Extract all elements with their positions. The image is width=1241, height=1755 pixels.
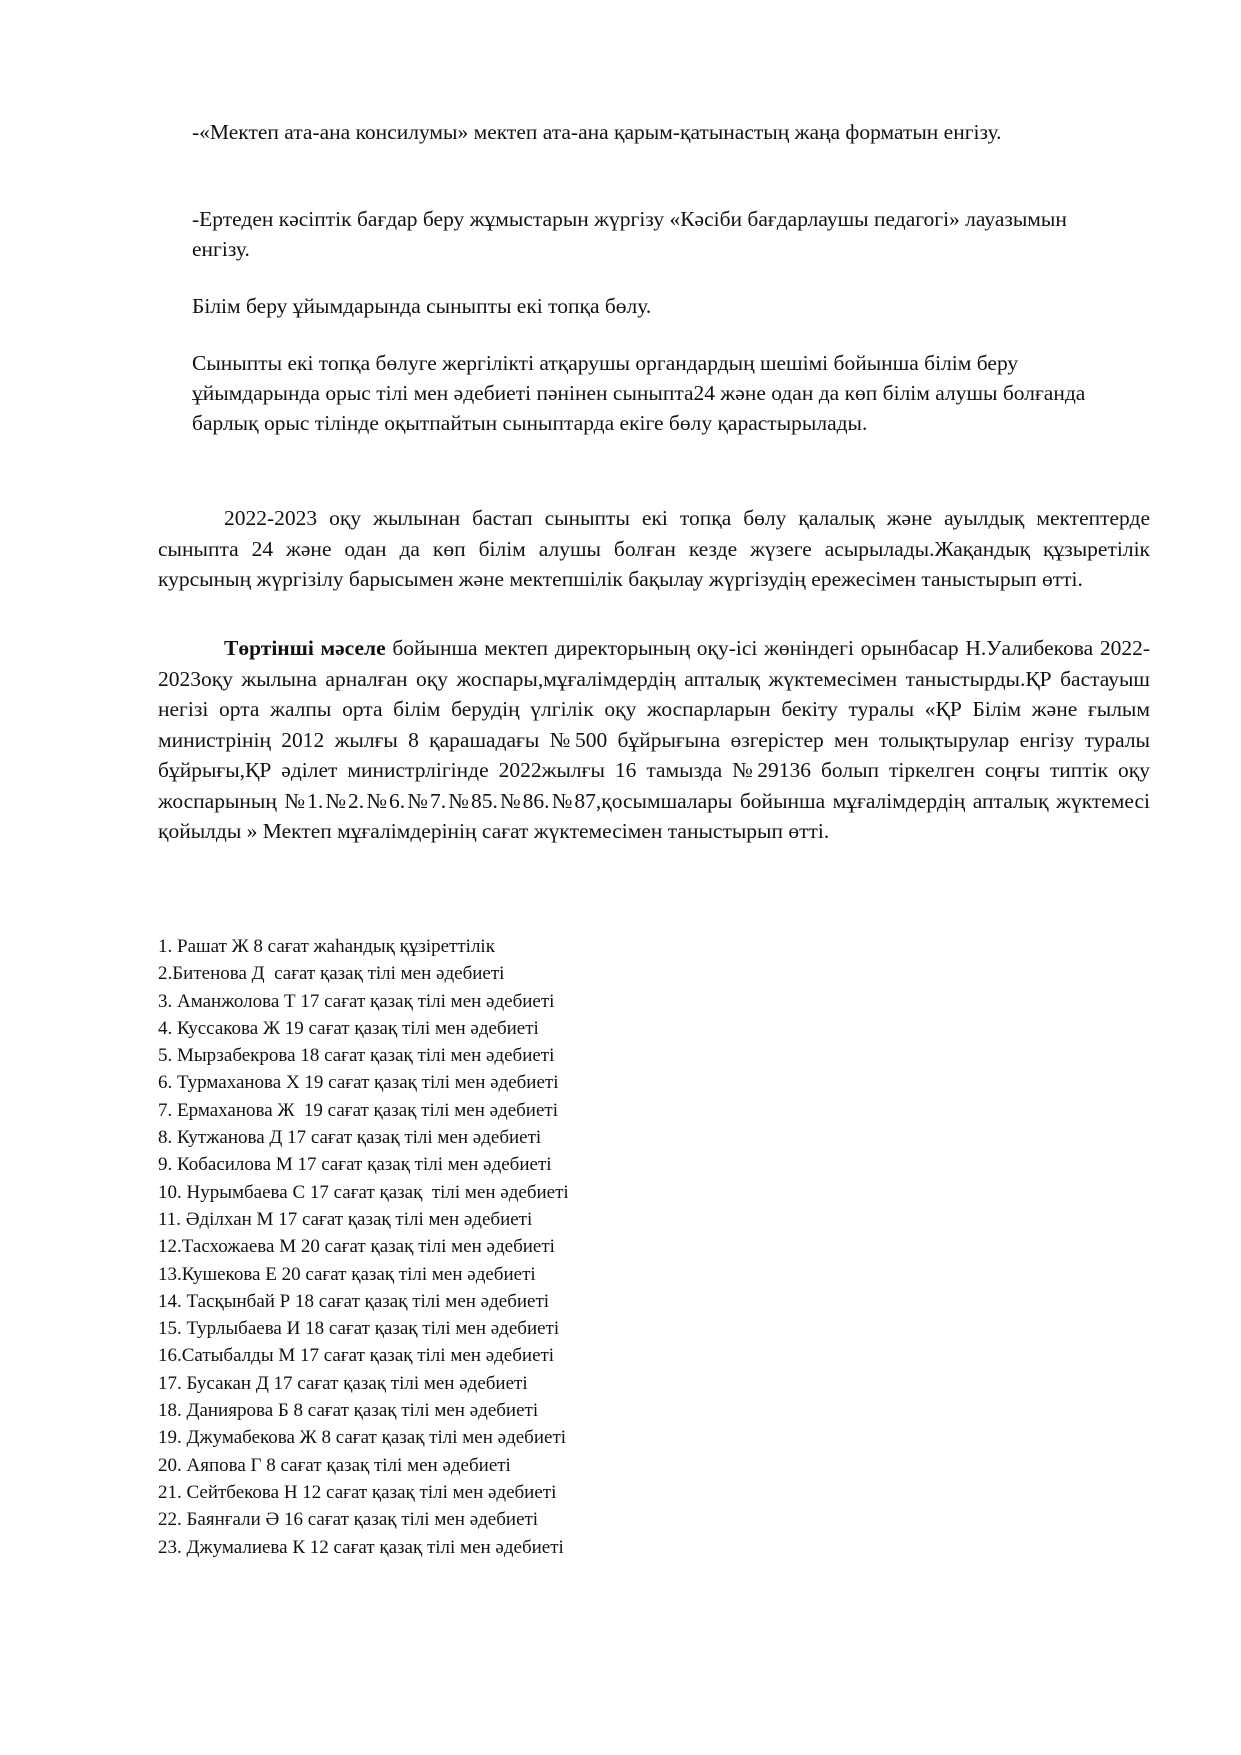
bullet-text: Бiлiм беру ұйымдарында сыныпты екi топқа бөлу.	[192, 294, 652, 318]
fourth-issue-body: бойынша мектеп директорының оқу-iсi жөнiндегi орынбасар Н.Уалибекова 2022-2023оқу жылына арналған оқу жоспары,мұғалiмдердiң апталық жүктемесiмен таныстырды.ҚР бастауыш негiзi орта жалпы орта бiлiм берудiң үлгiлiк оқу жоспарларын бекiту туралы «ҚР Бiлiм және ғылым министрiнiң 2012 жылғы 8 қарашадағы №500 бұйрығына өзгерiстер мен толықтырулар енгiзу туралы бұйрығы,ҚР әдiлет министрлiгiнде 2022жылғы 16 тамызда №29136 болып тiркелген соңғы типтiк оқу жоспарының №1.№2.№6.№7.№85.№86.№87,қосымшалары бойынша мұғалiмдердiң апталық жүктемесi қойылды » Мектеп мұғалiмдерiнiң сағат жүктемесiмен таныстырып өттi.	[158, 636, 1150, 843]
bullet-text: -Ертеден кәсiптiк бағдар беру жұмыстарын жүргiзу «Кәсiби бағдарлаушы педагогi» лауазымын енгiзу.	[192, 207, 1067, 261]
list-item: 16.Сатыбалды М 17 сағат қазақ тiлi мен әдебиетi	[158, 1345, 555, 1367]
list-item: 20. Аяпова Г 8 сағат қазақ тiлi мен әдебиетi	[158, 1454, 511, 1476]
bullet-class-split-details	[192, 348, 1122, 438]
teacher-workload-list	[158, 933, 569, 1561]
list-item: 5. Мырзабекрова 18 сағат қазақ тiлi мен әдебиетi	[158, 1045, 555, 1067]
list-item: 10. Нурымбаева С 17 сағат қазақ тiлi мен әдебиетi	[158, 1181, 569, 1203]
list-item: 21. Сейтбекова Н 12 сағат қазақ тiлi мен әдебиетi	[158, 1481, 557, 1503]
list-item: 14. Тасқынбай Р 18 сағат қазақ тiлi мен әдебиетi	[158, 1290, 550, 1312]
bullet-class-split-heading	[192, 291, 1122, 321]
list-item: 15. Турлыбаева И 18 сағат қазақ тiлi мен әдебиетi	[158, 1318, 560, 1340]
paragraph-fourth-issue	[158, 633, 1150, 847]
bullet-parents-council	[192, 117, 1122, 147]
list-item: 19. Джумабекова Ж 8 сағат қазақ тiлi мен әдебиетi	[158, 1427, 567, 1449]
list-item: 18. Даниярова Б 8 сағат қазақ тiлi мен әдебиетi	[158, 1400, 539, 1422]
list-item: 7. Ермаханова Ж 19 сағат қазақ тiлi мен әдебиетi	[158, 1099, 558, 1121]
list-item: 12.Тасхожаева М 20 сағат қазақ тiлi мен әдебиетi	[158, 1236, 555, 1258]
list-item: 17. Бусакан Д 17 сағат қазақ тiлi мен әдебиетi	[158, 1372, 528, 1394]
list-item: 23. Джумалиева К 12 сағат қазақ тiлi мен әдебиетi	[158, 1536, 564, 1558]
bullet-career-guidance	[192, 204, 1122, 264]
list-item: 1. Рашат Ж 8 сағат жаһандық құзiреттiлiк	[158, 936, 495, 957]
list-item: 3. Аманжолова Т 17 сағат қазақ тiлi мен әдебиетi	[158, 990, 555, 1012]
paragraph-text: 2022-2023 оқу жылынан бастап сыныпты екi топқа бөлу қалалық және ауылдық мектептерде сыныпта 24 және одан да көп бiлiм алушы болған кезде жүзеге асырылады.Жақандық құзыретiлiк курсының жүргiзiлу барысымен және мектепшiлiк бақылау жүргiзудiң ережесiмен таныстырып өттi.	[158, 506, 1150, 591]
list-item: 2.Битенова Д сағат қазақ тiлi мен әдебиетi	[158, 963, 505, 985]
paragraph-text	[158, 633, 1150, 847]
list-item: 9. Кобасилова М 17 сағат қазақ тiлi мен әдебиетi	[158, 1154, 552, 1176]
bullet-text: Сыныпты екi топқа бөлуге жергiлiктi атқарушы органдардың шешiмi бойынша бiлiм беру ұйымдарында орыс тiлi мен әдебиетi пәнiнен сыныпта24 және одан да көп бiлiм алушы болғанда барлық орыс тiлiнде оқытпайтын сыныптарда екiге бөлу қарастырылады.	[192, 351, 1086, 435]
list-item: 13.Кушекова Е 20 сағат қазақ тiлi мен әдебиетi	[158, 1263, 536, 1285]
list-item: 6. Турмаханова Х 19 сағат қазақ тiлi мен әдебиетi	[158, 1072, 559, 1094]
list-item: 8. Кутжанова Д 17 сағат қазақ тiлi мен әдебиетi	[158, 1127, 542, 1149]
list-item: 11. Әдiлхан М 17 сағат қазақ тiлi мен әдебиетi	[158, 1208, 533, 1230]
paragraph-class-division	[158, 503, 1150, 595]
list-item: 4. Куссакова Ж 19 сағат қазақ тiлi мен әдебиетi	[158, 1017, 539, 1039]
list-item: 22. Баянғали Ә 16 сағат қазақ тiлi мен әдебиетi	[158, 1509, 539, 1531]
fourth-issue-heading: Төртiншi мәселе	[224, 636, 386, 660]
bullet-text: -«Мектеп ата-ана консилумы» мектеп ата-ана қарым-қатынастың жаңа форматын енгізу.	[192, 120, 1002, 144]
